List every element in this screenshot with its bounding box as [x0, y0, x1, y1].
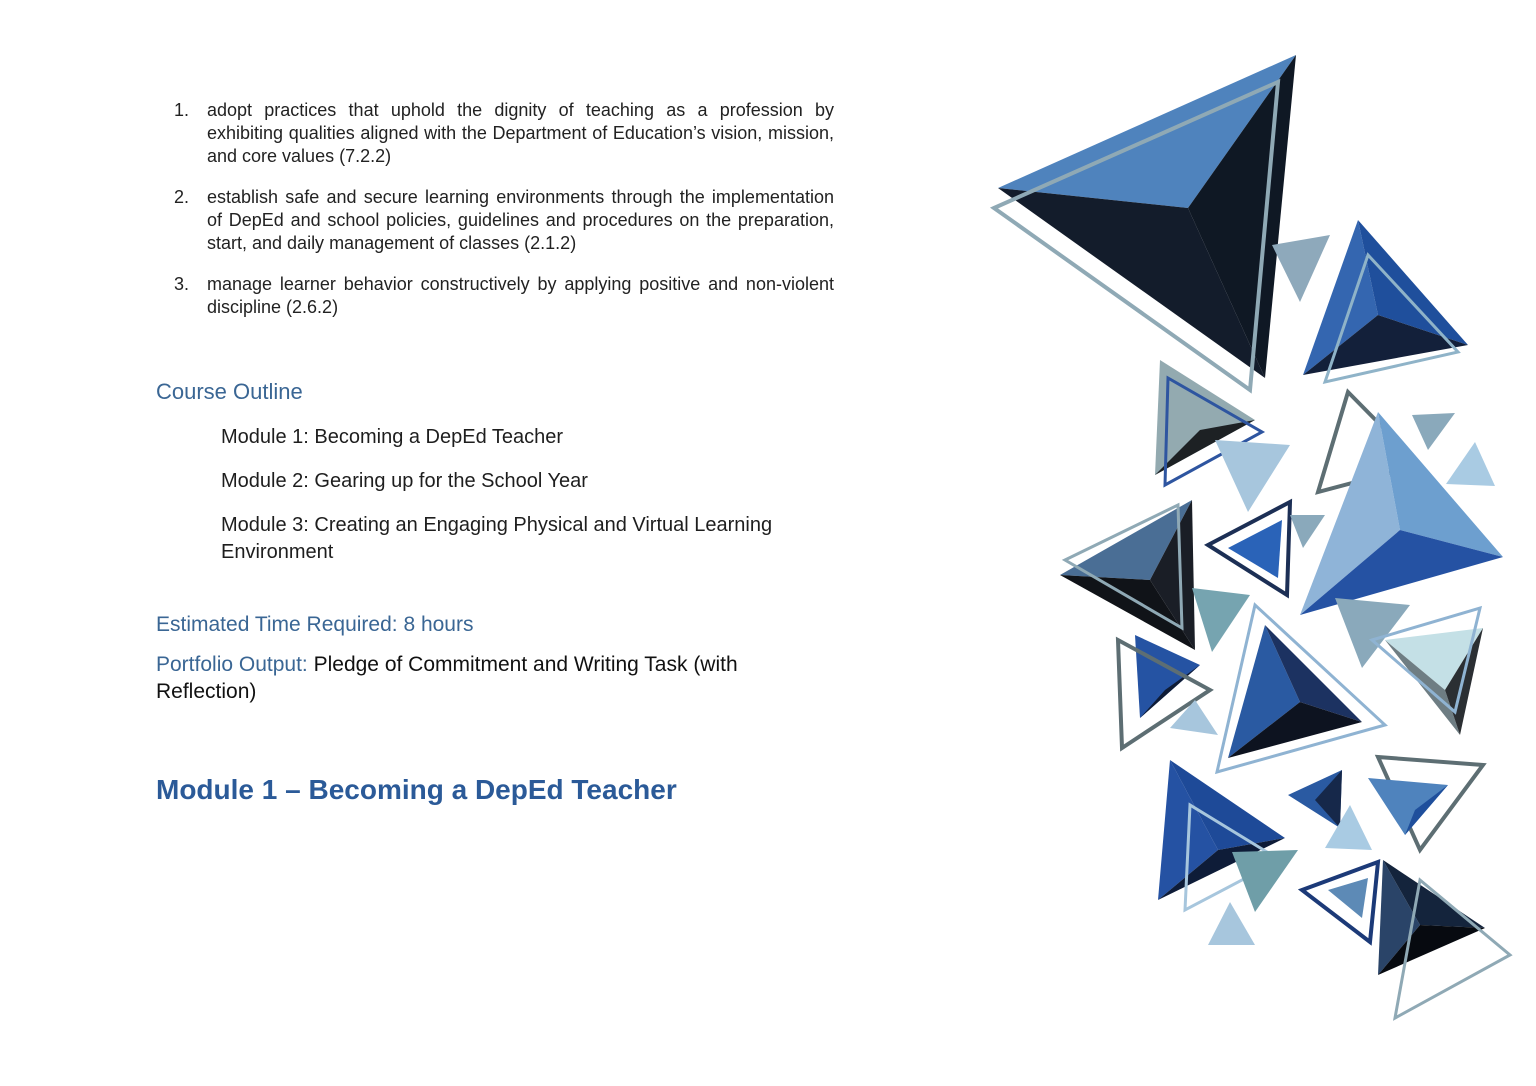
objective-item [172, 99, 834, 168]
triangle-shape [1170, 700, 1218, 735]
objective-text: establish safe and secure learning environments through the implementation of DepEd and school policies, guidelines and procedures on the preparation, start, and daily management of classes (2.1.2) [207, 187, 834, 253]
learning-objectives-list [172, 99, 834, 337]
objective-item [172, 273, 834, 319]
objective-number: 2. [174, 187, 190, 207]
triangle-shape [1215, 440, 1290, 512]
geometric-triangles-decoration [980, 40, 1536, 1040]
objective-item [172, 186, 834, 255]
portfolio-output-label: Portfolio Output: [156, 653, 314, 676]
triangle-shape [1290, 515, 1325, 548]
objective-text: manage learner behavior constructively by applying positive and non-violent discipline (2.6.2) [207, 274, 834, 317]
triangle-shape [1192, 588, 1250, 652]
triangle-shape [1446, 442, 1495, 486]
outline-module-item: Module 3: Creating an Engaging Physical and Virtual Learning Environment [221, 514, 773, 563]
triangle-shape [1412, 413, 1455, 450]
objective-text: adopt practices that uphold the dignity of teaching as a profession by exhibiting qualities aligned with the Department of Education’s vision, mission, and core values (7.2.2) [207, 100, 834, 166]
estimated-time [156, 611, 796, 638]
triangle-shape [1272, 235, 1330, 302]
triangle-shape [1302, 862, 1378, 942]
portfolio-output [156, 651, 796, 705]
portfolio-output-value: Pledge of Commitment and Writing Task (with Reflection) [156, 653, 738, 703]
outline-module-item: Module 1: Becoming a DepEd Teacher [221, 426, 564, 448]
outline-module-item: Module 2: Gearing up for the School Year [221, 470, 588, 492]
estimated-time-value: 8 hours [403, 613, 474, 636]
estimated-time-label: Estimated Time Required: [156, 613, 404, 636]
objective-number: 3. [174, 274, 190, 294]
module-title: Module 1 – Becoming a DepEd Teacher [156, 774, 677, 805]
course-outline-heading: Course Outline [156, 379, 303, 404]
triangle-shape [1208, 902, 1255, 945]
course-outline-list [221, 424, 821, 583]
objective-number: 1. [174, 100, 190, 120]
